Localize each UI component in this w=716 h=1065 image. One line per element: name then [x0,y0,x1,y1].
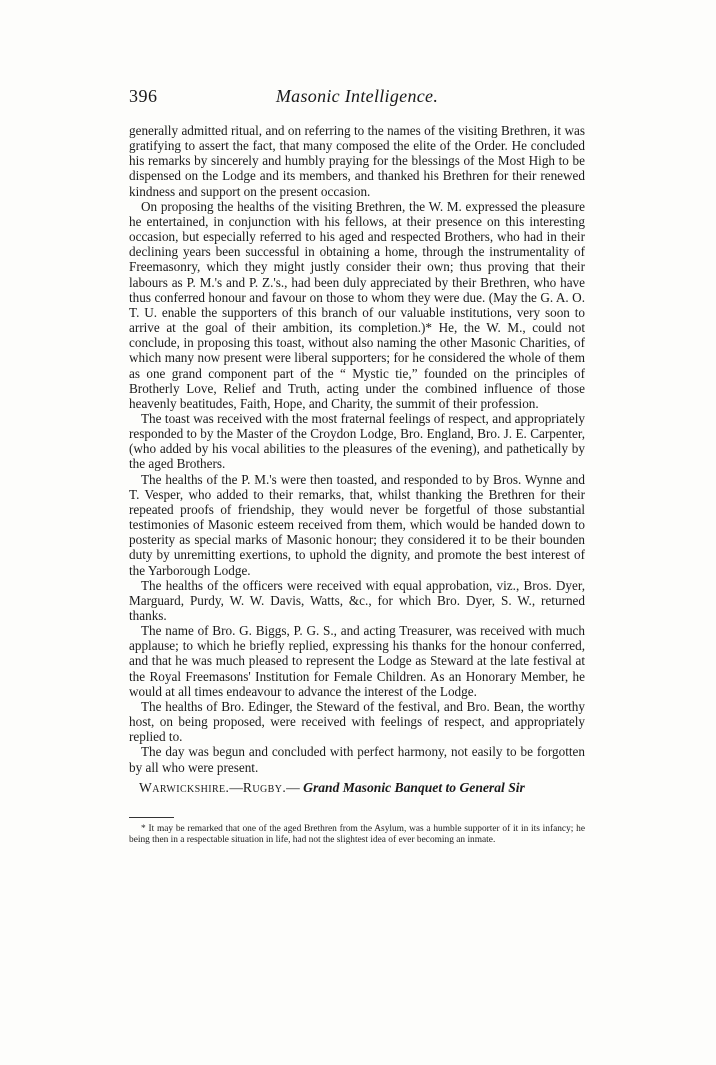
paragraph: The healths of the P. M.'s were then toasted, and responded to by Bros. Wynne and T. Vesper, who added to their remarks, that, whilst thanking the Brethren for their repeated proofs of friendship, they would never be forgetful of those substantial testimonies of Masonic esteem received from them, which would be handed down to posterity as special marks of Masonic honour; they considered it to be their bounden duty by unremitting exertions, to uphold the dignity, and promote the best interest of the Yarborough Lodge. [129,471,585,578]
paragraph: The day was begun and concluded with perfect harmony, not easily to be forgotten by all who were present. [129,744,585,775]
heading-separator: — [229,779,243,795]
page-number: 396 [129,86,158,106]
footnote: * It may be remarked that one of the aged Brethren from the Asylum, was a humble supporter of it in its infancy; he being then in a respectable situation in life, had not the slightest idea of ever becoming an inmate. [129,823,585,845]
event-title: Grand Masonic Banquet to General Sir [303,779,525,795]
county-heading: Warwickshire. [139,779,230,795]
paragraph: The name of Bro. G. Biggs, P. G. S., and acting Treasurer, was received with much applause; to which he briefly replied, expressing his thanks for the honour conferred, and that he was much pleased to represent the Lodge as Steward at the late festival at the Royal Freemasons' Institution for Female Children. As an Honorary Member, he would at all times endeavour to advance the interest of the Lodge. [129,623,585,699]
page [129,86,585,846]
paragraph: generally admitted ritual, and on referring to the names of the visiting Brethren, it was gratifying to assert the fact, that many composed the elite of the Order. He concluded his remarks by sincerely and humbly praying for the blessings of the Most High to be dispensed on the Lodge and its members, and thanked his Brethren for their renewed kindness and support on the present occasion. [129,123,585,199]
section-heading-paragraph [129,780,585,795]
paragraph: The healths of the officers were received with equal approbation, viz., Bros. Dyer, Marguard, Purdy, W. W. Davis, Watts, &c., for which Bro. Dyer, S. W., returned thanks. [129,577,585,623]
heading-separator: — [286,779,304,795]
page-header [129,86,585,114]
article-body [129,123,585,795]
footnote-rule [129,817,174,818]
paragraph: On proposing the healths of the visiting Brethren, the W. M. expressed the pleasure he entertained, in conjunction with his fellows, at their presence on this interesting occasion, but especially referred to his aged and respected Brothers, who had in their declining years been successful in obtaining a home, through the instrumentality of Freemasonry, which they might justly consider their own; thus proving that their labours as P. M.'s and P. Z.'s., had been duly appreciated by their Brethren, who have thus conferred honour and favour on those to whom they were due. (May the G. A. O. T. U. enable the supporters of this branch of our valuable institutions, very soon to arrive at the goal of their ambition, its completion.)* He, the W. M., could not conclude, in proposing this toast, without also naming the other Masonic Charities, of which many now present were liberal supporters; for he considered the whole of them as one grand component part of the “ Mystic tie,” founded on the principles of Brotherly Love, Relief and Truth, acting under the combined influence of those heavenly beatitudes, Faith, Hope, and Charity, the summit of their profession. [129,198,585,411]
paragraph: The toast was received with the most fraternal feelings of respect, and appropriately responded to by the Master of the Croydon Lodge, Bro. England, Bro. J. E. Carpenter, (who added by his vocal abilities to the pleasures of the evening), and pathetically by the aged Brothers. [129,410,585,472]
paragraph: The healths of Bro. Edinger, the Steward of the festival, and Bro. Bean, the worthy host, on being proposed, were received with feelings of respect, and appropriately replied to. [129,698,585,745]
town-heading: Rugby. [242,779,287,795]
running-head: Masonic Intelligence. [275,86,439,106]
